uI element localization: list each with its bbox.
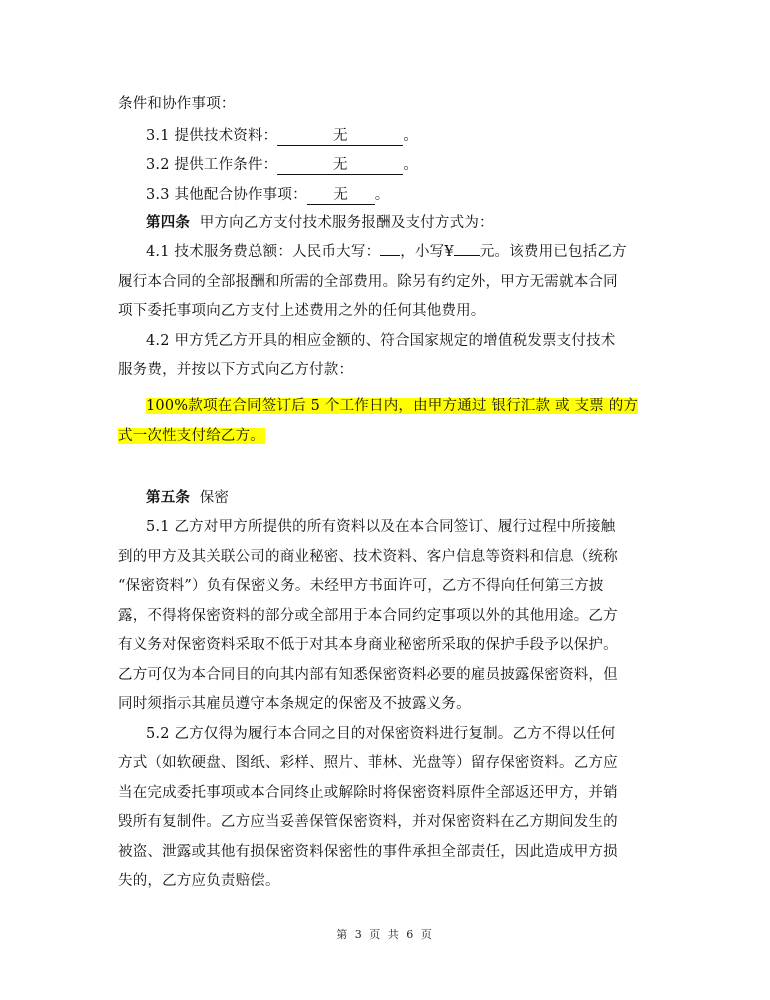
paragraph-line: 有义务对保密资料采取不低于对其本身商业秘密所采取的保护手段予以保护。 [118, 637, 618, 653]
clause-label: 3.3 其他配合协作事项： [146, 187, 307, 203]
fill-blank: 无 [277, 157, 403, 175]
paragraph-line: 乙方可仅为本合同目的向其内部有知悉保密资料必要的雇员披露保密资料，但 [118, 667, 618, 683]
article-4-heading [146, 213, 494, 233]
article-title: 甲方向乙方支付技术服务报酬及支付方式为： [199, 215, 494, 231]
paragraph-line: 项下委托事项向乙方支付上述费用之外的任何其他费用。 [118, 303, 486, 319]
clause-4-1 [146, 242, 627, 262]
paragraph-line: 服务费，并按以下方式向乙方付款： [118, 362, 354, 378]
article-number: 第四条 [146, 214, 191, 231]
article-number: 第五条 [146, 489, 191, 506]
paragraph-line: 到的甲方及其关联公司的商业秘密、技术资料、客户信息等资料和信息（统称 [118, 549, 618, 565]
page-footer: 第 3 页 共 6 页 [336, 928, 434, 941]
fill-blank: 无 [307, 187, 375, 205]
punctuation: 。 [403, 157, 419, 173]
paragraph-line: 同时须指示其雇员遵守本条规定的保密及不披露义务。 [118, 696, 471, 712]
clause-3-1 [146, 126, 418, 146]
clause-3-3 [146, 185, 389, 205]
clause-label: 3.2 提供工作条件： [146, 157, 278, 173]
paragraph-line: 履行本合同的全部报酬和所需的全部费用。除另有约定外，甲方无需就本合同 [118, 274, 618, 290]
clause-text: ，小写¥ [400, 244, 454, 260]
clause-text: 元。该费用已包括乙方 [479, 244, 627, 260]
highlight-span: 100%款项在合同签订后 5 个工作日内，由甲方通过 银行汇款 或 支票 的方 [146, 398, 639, 414]
article-5-heading [146, 488, 229, 508]
paragraph-line: “保密资料”）负有保密义务。未经甲方书面许可，乙方不得向任何第三方披 [118, 578, 604, 594]
paragraph-line: 5.1 乙方对甲方所提供的所有资料以及在本合同签订、履行过程中所接触 [146, 519, 616, 535]
punctuation: 。 [403, 128, 419, 144]
paragraph-line: 方式（如软硬盘、图纸、彩样、照片、菲林、光盘等）留存保密资料。乙方应 [118, 755, 618, 771]
fill-blank [380, 255, 400, 256]
clause-3-2 [146, 155, 418, 175]
paragraph-line: 失的，乙方应负责赔偿。 [118, 873, 280, 889]
highlight-span: 式一次性支付给乙方。 [118, 428, 265, 444]
highlighted-text [118, 426, 265, 446]
paragraph-line: 被盗、泄露或其他有损保密资料保密性的事件承担全部责任，因此造成甲方损 [118, 844, 618, 860]
clause-label: 3.1 提供技术资料： [146, 128, 278, 144]
paragraph-line: 条件和协作事项： [118, 96, 236, 112]
paragraph-line: 5.2 乙方仅得为履行本合同之目的对保密资料进行复制。乙方不得以任何 [146, 726, 616, 742]
punctuation: 。 [374, 187, 390, 203]
paragraph-line: 4.2 甲方凭乙方开具的相应金额的、符合国家规定的增值税发票支付技术 [146, 333, 616, 349]
paragraph-line: 当在完成委托事项或本合同终止或解除时将保密资料原件全部返还甲方，并销 [118, 785, 618, 801]
paragraph-line: 露，不得将保密资料的部分或全部用于本合同约定事项以外的其他用途。乙方 [118, 608, 618, 624]
fill-blank: 无 [277, 128, 403, 146]
clause-text: 4.1 技术服务费总额：人民币大写： [146, 244, 381, 260]
highlighted-text [146, 396, 638, 416]
paragraph-line: 毁所有复制件。乙方应当妥善保管保密资料，并对保密资料在乙方期间发生的 [118, 814, 618, 830]
article-title: 保密 [199, 490, 230, 506]
fill-blank [454, 255, 480, 256]
